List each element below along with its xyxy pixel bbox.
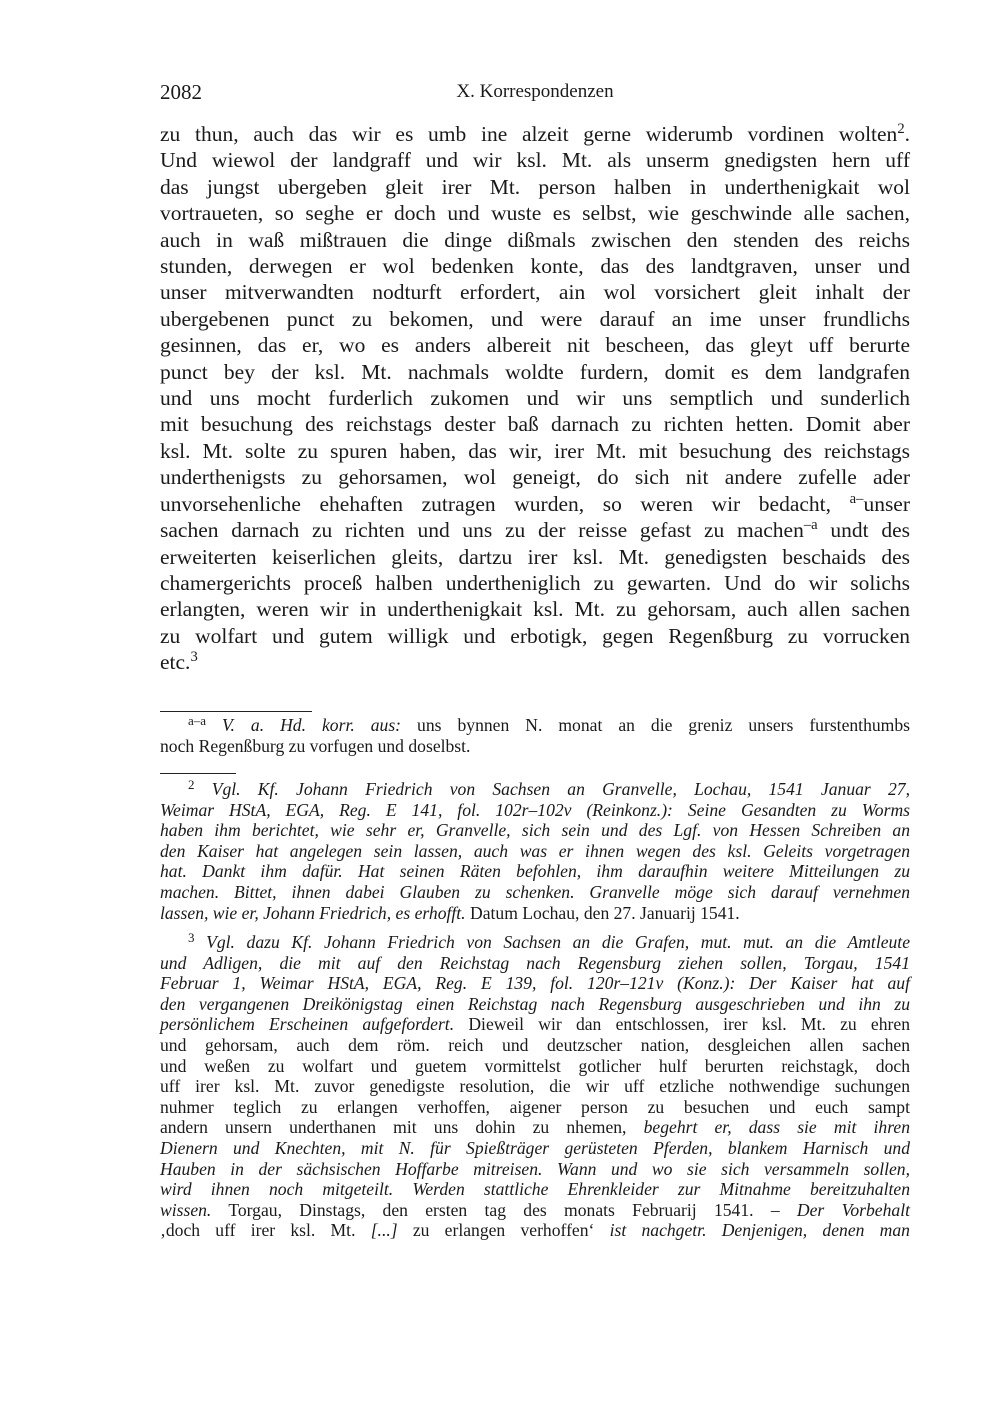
text-line: ksl. Mt. solte zu spuren haben, das wir, irer Mt. mit besuchung des reichstags	[160, 438, 910, 463]
footnote-3	[160, 932, 910, 1241]
note-italic: Vgl. Kf. Johann Friedrich von Sachsen an Granvelle, Lochau, 1541 Januar 27,	[211, 779, 910, 799]
note-line	[160, 1014, 910, 1035]
text-line: unser mitverwandten nodturft erfordert, ain wol vorsichert gleit inhalt der	[160, 280, 910, 305]
textual-note-a	[160, 715, 910, 756]
note-marker: 3	[188, 930, 195, 946]
text-line: und uns mocht furderlich zukomen und wir uns semptlich und sunderlich	[160, 386, 910, 411]
note-line: noch Regenßburg zu vorfugen und doselbst.	[160, 735, 471, 756]
note-line	[160, 1117, 910, 1138]
footnote-rule	[160, 773, 236, 774]
footnote-ref: 2	[897, 120, 905, 137]
note-marker: a–a	[188, 713, 207, 729]
text-line: gesinnen, das er, wo es anders albereit nit bescheen, das gleyt uff berurte	[160, 333, 910, 358]
text-line: erlangten, weren wir in underthenigkait ksl. Mt. zu gehorsam, auch allen sachen	[160, 597, 910, 622]
note-italic: Vgl. dazu Kf. Johann Friedrich von Sachsen an die Grafen, mut. mut. an die Amtleute	[206, 932, 911, 952]
note-line	[160, 779, 910, 800]
text-line: das jungst ubergeben gleit irer Mt. person halben in underthenigkait wol	[160, 174, 910, 199]
note-line: und gehorsam, auch dem röm. reich und deutzscher nation, desgleichen allen sachen	[160, 1034, 910, 1055]
note-text: Torgau, Dinstags, den ersten tag des monats Februarij 1541. –	[228, 1199, 780, 1220]
note-line	[160, 1220, 910, 1241]
running-title: X. Korrespondenzen	[456, 81, 614, 102]
note-line	[160, 932, 910, 953]
note-line: und weßen zu wolfart und guetem vormittelst gotlicher hulf berurten reichstagk, doch	[160, 1055, 910, 1076]
note-italic: V. a. Hd. korr. aus:	[222, 715, 402, 735]
variant-mark-close: –a	[803, 517, 818, 534]
text-line: vortraueten, so seghe er doch und wuste es selbst, wie geschwinde alle sachen,	[160, 201, 910, 226]
note-italic: lassen, wie er, Johann Friedrich, es erhofft.	[160, 902, 466, 923]
note-italic: begehrt er, dass sie mit ihren	[643, 1117, 910, 1138]
text-line: chamergerichts proceß halben undertheniglich zu gewarten. Und do wir solichs	[160, 570, 910, 595]
note-text: andern unsern underthanen mit uns dohin zu nhemen,	[160, 1117, 627, 1138]
note-line: haben ihm berichtet, wie sehr er, Granvelle, sich sein und des Lgf. von Hessen Schreiben an	[160, 820, 910, 841]
note-text: Datum Lochau, den 27. Januarij 1541.	[470, 902, 740, 923]
note-line: den vergangenen Dreikönigstag einen Reichstag nach Regensburg ausgeschrieben und ihn zu	[160, 993, 910, 1014]
text-line-content: unvorsehenliche ehehaften zutragen wurden, so weren wir bedacht,	[160, 491, 832, 516]
variant-mark-open: a–	[849, 490, 864, 507]
note-italic: [...]	[370, 1220, 398, 1241]
text-line	[160, 121, 910, 147]
text-line-content: zu thun, auch das wir es umb ine alzeit gerne widerumb vordinen wolten	[160, 122, 898, 146]
note-italic: Der Vorbehalt	[796, 1199, 910, 1220]
note-line	[160, 1200, 910, 1221]
text-line: mit besuchung des reichstags dester baß darnach zu richten hetten. Domit aber	[160, 412, 910, 437]
note-line: den Kaiser hat angelegen sein lassen, auch was er ihnen wegen des ksl. Geleits vorgetragen	[160, 840, 910, 861]
text-line	[160, 517, 910, 543]
text-line: stunden, derwegen er wol bedenken konte, das des landtgraven, unser und	[160, 254, 910, 279]
text-line: punct bey der ksl. Mt. nachmals woldte furdern, domit es dem landgrafen	[160, 359, 910, 384]
page-number: 2082	[160, 80, 202, 104]
note-line: und Adligen, die mit auf den Reichstag nach Regensburg ziehen sollen, Torgau, 1541	[160, 952, 910, 973]
note-italic: persönlichem Erscheinen aufgefordert.	[160, 1014, 455, 1035]
text-line-content: etc.	[160, 650, 191, 675]
note-line: hat. Dankt ihm dafür. Hat seinen Räten befohlen, ihm daraufhin weitere Mitteilungen zu	[160, 861, 910, 882]
note-line: Weimar HStA, EGA, Reg. E 141, fol. 102r–102v (Reinkonz.): Seine Gesandten zu Worms	[160, 799, 910, 820]
apparatus-rule	[160, 711, 312, 712]
note-line: wird ihnen noch mitgeteilt. Werden stattliche Ehrenkleider zur Mitnahme bereitzuhalten	[160, 1179, 910, 1200]
note-line: machen. Bittet, ihnen dabei Glauben zu schenken. Granvelle möge sich darauf vernehmen	[160, 881, 910, 902]
note-marker: 2	[188, 777, 195, 793]
note-italic: ist nachgetr. Denjenigen, denen man	[609, 1220, 910, 1241]
note-line: Februar 1, Weimar HStA, EGA, Reg. E 139, fol. 120r–121v (Konz.): Der Kaiser hat auf	[160, 973, 910, 994]
text-line: erweiterten keiserlichen gleits, dartzu irer ksl. Mt. genedigsten beschaids des	[160, 544, 910, 569]
note-line: nuhmer teglich zu erlangen verhoffen, aigener person zu besuchen und euch sampt	[160, 1096, 910, 1117]
footnote-ref: 3	[190, 649, 198, 666]
note-text: ‚doch uff irer ksl. Mt.	[160, 1220, 356, 1241]
text-line: underthenigsts zu gehorsamen, wol geneigt, do sich nit andere zufelle ader	[160, 465, 910, 490]
note-italic: wissen.	[160, 1199, 212, 1220]
note-text: uns bynnen N. monat an die greniz unsers furstenthumbs	[417, 715, 910, 735]
text-line	[160, 491, 910, 517]
note-line	[160, 715, 910, 736]
note-text: zu erlangen verhoffen‘	[412, 1220, 595, 1241]
running-header	[160, 80, 910, 108]
main-text	[160, 121, 910, 676]
note-line: Hauben in der sächsischen Hoffarbe mitreisen. Wann und wo sie sich versammeln sollen,	[160, 1158, 910, 1179]
note-line: uff irer ksl. Mt. zuvor genedigste resolution, die wir uff etzliche nothwendige suchungen	[160, 1076, 910, 1097]
text-line-tail: unser	[863, 491, 911, 516]
punctuation: .	[904, 122, 910, 146]
text-line: auch in waß mißtrauen die dinge dißmals zwischen den stenden des reichs	[160, 227, 910, 252]
text-line: zu wolfart und gutem willigk und erbotigk, gegen Regenßburg zu vorrucken	[160, 623, 910, 648]
text-line: Und wiewol der landgraff und wir ksl. Mt. als unserm gnedigsten hern uff	[160, 148, 910, 173]
text-line: ubergebenen punct zu bekomen, und were darauf an ime unser frundlichs	[160, 306, 910, 331]
text-line-tail: undt des	[830, 518, 911, 543]
note-text: Dieweil wir dan entschlossen, irer ksl. Mt. zu ehren	[468, 1014, 910, 1035]
note-line: Dienern und Knechten, mit N. für Spießträger gerüsteten Pferden, blankem Harnisch und	[160, 1137, 910, 1158]
note-line	[160, 903, 910, 924]
text-line	[160, 649, 910, 675]
text-line-content: sachen darnach zu richten und uns zu der reisse gefast zu machen	[160, 518, 804, 543]
footnote-2	[160, 779, 910, 923]
